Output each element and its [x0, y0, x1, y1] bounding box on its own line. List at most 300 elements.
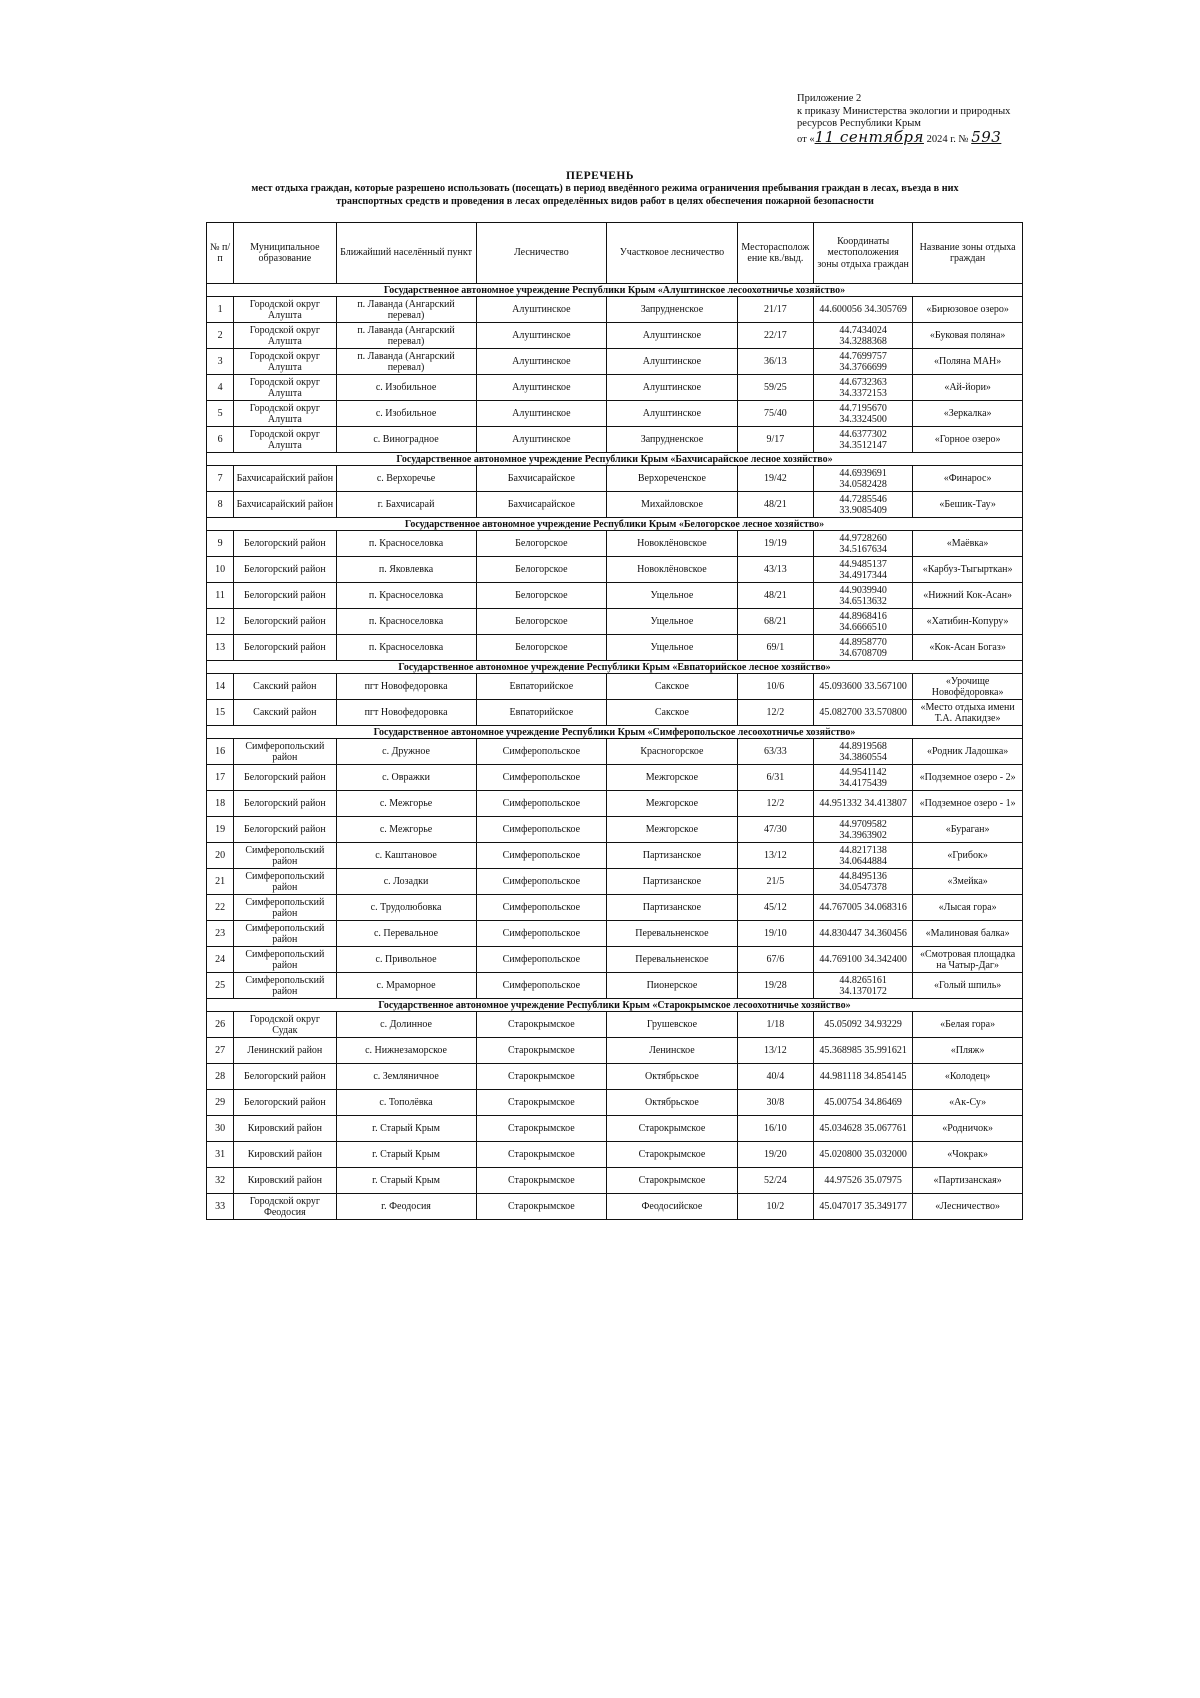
- cell-district-forestry: Михайловское: [607, 492, 738, 518]
- cell-district-forestry: Новоклёновское: [607, 557, 738, 583]
- cell-municipality: Белогорский район: [234, 1090, 336, 1116]
- table-row: [207, 349, 1023, 375]
- cell-num: 13: [207, 635, 234, 661]
- date-prefix: от «: [797, 133, 815, 145]
- cell-zone-name: «Буковая поляна»: [913, 323, 1023, 349]
- cell-forestry: Алуштинское: [476, 349, 607, 375]
- cell-coordinates: 44.9728260 34.5167634: [814, 531, 913, 557]
- cell-forestry: Симферопольское: [476, 973, 607, 999]
- cell-location: 36/13: [737, 349, 813, 375]
- cell-municipality: Симферопольский район: [234, 921, 336, 947]
- cell-num: 10: [207, 557, 234, 583]
- table-row: [207, 1142, 1023, 1168]
- cell-location: 13/12: [737, 1038, 813, 1064]
- cell-num: 12: [207, 609, 234, 635]
- table-row: [207, 739, 1023, 765]
- cell-forestry: Белогорское: [476, 531, 607, 557]
- cell-forestry: Симферопольское: [476, 739, 607, 765]
- cell-coordinates: 45.020800 35.032000: [814, 1142, 913, 1168]
- cell-municipality: Городской округ Алушта: [234, 401, 336, 427]
- recreation-zones-table: [206, 222, 1023, 1220]
- appendix-line-2: к приказу Министерства экологии и природных: [797, 105, 1011, 117]
- cell-forestry: Симферопольское: [476, 921, 607, 947]
- cell-zone-name: «Смотровая площадка на Чатыр-Даг»: [913, 947, 1023, 973]
- cell-num: 27: [207, 1038, 234, 1064]
- cell-settlement: с. Виноградное: [336, 427, 476, 453]
- cell-coordinates: 45.082700 33.570800: [814, 700, 913, 726]
- cell-municipality: Бахчисарайский район: [234, 466, 336, 492]
- cell-num: 25: [207, 973, 234, 999]
- cell-coordinates: 44.7434024 34.3288368: [814, 323, 913, 349]
- appendix-line-1: Приложение 2: [797, 93, 862, 104]
- cell-settlement: с. Межгорье: [336, 817, 476, 843]
- section-organization: Государственное автономное учреждение Республики Крым «Бахчисарайское лесное хозяйство»: [207, 453, 1023, 466]
- cell-forestry: Старокрымское: [476, 1194, 607, 1220]
- cell-coordinates: 44.9541142 34.4175439: [814, 765, 913, 791]
- table-row: [207, 1194, 1023, 1220]
- table-row: [207, 1090, 1023, 1116]
- cell-forestry: Симферопольское: [476, 869, 607, 895]
- cell-location: 69/1: [737, 635, 813, 661]
- cell-location: 47/30: [737, 817, 813, 843]
- cell-location: 68/21: [737, 609, 813, 635]
- cell-zone-name: «Кок-Асан Богаз»: [913, 635, 1023, 661]
- cell-district-forestry: Сакское: [607, 700, 738, 726]
- cell-settlement: с. Каштановое: [336, 843, 476, 869]
- cell-settlement: с. Изобильное: [336, 401, 476, 427]
- cell-district-forestry: Межгорское: [607, 817, 738, 843]
- cell-zone-name: «Чокрак»: [913, 1142, 1023, 1168]
- header-zone-name: Название зоны отдыха граждан: [913, 223, 1023, 284]
- table-row: [207, 531, 1023, 557]
- cell-district-forestry: Перевальненское: [607, 947, 738, 973]
- cell-coordinates: 45.047017 35.349177: [814, 1194, 913, 1220]
- cell-forestry: Симферопольское: [476, 895, 607, 921]
- header-district-forestry: Участковое лесничество: [607, 223, 738, 284]
- cell-num: 11: [207, 583, 234, 609]
- cell-coordinates: 44.767005 34.068316: [814, 895, 913, 921]
- cell-settlement: с. Тополёвка: [336, 1090, 476, 1116]
- cell-location: 22/17: [737, 323, 813, 349]
- cell-settlement: с. Межгорье: [336, 791, 476, 817]
- cell-settlement: г. Феодосия: [336, 1194, 476, 1220]
- cell-coordinates: 44.8968416 34.6666510: [814, 609, 913, 635]
- cell-district-forestry: Межгорское: [607, 765, 738, 791]
- cell-location: 52/24: [737, 1168, 813, 1194]
- table-row: [207, 375, 1023, 401]
- cell-municipality: Городской округ Алушта: [234, 349, 336, 375]
- cell-num: 30: [207, 1116, 234, 1142]
- cell-municipality: Кировский район: [234, 1116, 336, 1142]
- cell-num: 14: [207, 674, 234, 700]
- cell-settlement: с. Дружное: [336, 739, 476, 765]
- cell-coordinates: 45.368985 35.991621: [814, 1038, 913, 1064]
- cell-forestry: Белогорское: [476, 609, 607, 635]
- cell-forestry: Старокрымское: [476, 1038, 607, 1064]
- cell-zone-name: «Родник Ладошка»: [913, 739, 1023, 765]
- handwritten-date: 11 сентября: [814, 127, 924, 146]
- cell-settlement: с. Лозадки: [336, 869, 476, 895]
- cell-coordinates: 44.8958770 34.6708709: [814, 635, 913, 661]
- cell-num: 26: [207, 1012, 234, 1038]
- table-row: [207, 973, 1023, 999]
- cell-district-forestry: Верхореченское: [607, 466, 738, 492]
- cell-zone-name: «Хатибин-Копуру»: [913, 609, 1023, 635]
- cell-coordinates: 44.981118 34.854145: [814, 1064, 913, 1090]
- cell-num: 33: [207, 1194, 234, 1220]
- cell-municipality: Белогорский район: [234, 557, 336, 583]
- cell-num: 8: [207, 492, 234, 518]
- cell-forestry: Симферопольское: [476, 947, 607, 973]
- cell-municipality: Симферопольский район: [234, 843, 336, 869]
- cell-num: 22: [207, 895, 234, 921]
- cell-num: 6: [207, 427, 234, 453]
- table-row: [207, 583, 1023, 609]
- cell-municipality: Сакский район: [234, 674, 336, 700]
- table-row: [207, 921, 1023, 947]
- document-subtitle: мест отдыха граждан, которые разрешено использовать (посещать) в период введённого режима ограничения пребывания граждан в лесах, въезда в них транспортных средств и проведения в лесах определённых видов работ в целях обеспечения пожарной безопасности: [251, 183, 959, 207]
- cell-forestry: Симферопольское: [476, 843, 607, 869]
- cell-district-forestry: Пионерское: [607, 973, 738, 999]
- cell-zone-name: «Партизанская»: [913, 1168, 1023, 1194]
- cell-municipality: Белогорский район: [234, 1064, 336, 1090]
- cell-forestry: Старокрымское: [476, 1116, 607, 1142]
- cell-num: 29: [207, 1090, 234, 1116]
- cell-zone-name: «Грибок»: [913, 843, 1023, 869]
- cell-zone-name: «Голый шпиль»: [913, 973, 1023, 999]
- cell-coordinates: 45.093600 33.567100: [814, 674, 913, 700]
- cell-municipality: Городской округ Алушта: [234, 375, 336, 401]
- cell-settlement: пгт Новофедоровка: [336, 700, 476, 726]
- table-row: [207, 1038, 1023, 1064]
- handwritten-number: 593: [971, 127, 1002, 146]
- table-row: [207, 947, 1023, 973]
- cell-location: 67/6: [737, 947, 813, 973]
- cell-num: 24: [207, 947, 234, 973]
- cell-district-forestry: Межгорское: [607, 791, 738, 817]
- table-header-row: [207, 223, 1023, 284]
- table-row: [207, 609, 1023, 635]
- cell-municipality: Белогорский район: [234, 765, 336, 791]
- cell-forestry: Белогорское: [476, 635, 607, 661]
- table-row: [207, 401, 1023, 427]
- table-row: [207, 492, 1023, 518]
- cell-forestry: Старокрымское: [476, 1142, 607, 1168]
- cell-num: 1: [207, 297, 234, 323]
- section-header-row: [207, 999, 1023, 1012]
- cell-location: 1/18: [737, 1012, 813, 1038]
- cell-forestry: Старокрымское: [476, 1064, 607, 1090]
- table-row: [207, 700, 1023, 726]
- cell-zone-name: «Колодец»: [913, 1064, 1023, 1090]
- section-organization: Государственное автономное учреждение Республики Крым «Старокрымское лесоохотничье хозяйство»: [207, 999, 1023, 1012]
- cell-municipality: Белогорский район: [234, 531, 336, 557]
- cell-zone-name: «Белая гора»: [913, 1012, 1023, 1038]
- cell-settlement: п. Лаванда (Ангарский перевал): [336, 323, 476, 349]
- appendix-date-line: [797, 127, 1037, 147]
- table-row: [207, 1012, 1023, 1038]
- cell-zone-name: «Горное озеро»: [913, 427, 1023, 453]
- table-row: [207, 674, 1023, 700]
- cell-forestry: Старокрымское: [476, 1090, 607, 1116]
- table-row: [207, 765, 1023, 791]
- cell-zone-name: «Бешик-Тау»: [913, 492, 1023, 518]
- cell-location: 6/31: [737, 765, 813, 791]
- cell-location: 48/21: [737, 583, 813, 609]
- cell-settlement: с. Мраморное: [336, 973, 476, 999]
- cell-zone-name: «Лысая гора»: [913, 895, 1023, 921]
- table-row: [207, 635, 1023, 661]
- cell-location: 48/21: [737, 492, 813, 518]
- cell-district-forestry: Грушевское: [607, 1012, 738, 1038]
- cell-coordinates: 44.8495136 34.0547378: [814, 869, 913, 895]
- cell-forestry: Симферопольское: [476, 791, 607, 817]
- cell-num: 18: [207, 791, 234, 817]
- cell-coordinates: 44.830447 34.360456: [814, 921, 913, 947]
- cell-zone-name: «Место отдыха имени Т.А. Апакидзе»: [913, 700, 1023, 726]
- cell-location: 19/28: [737, 973, 813, 999]
- section-header-row: [207, 453, 1023, 466]
- section-organization: Государственное автономное учреждение Республики Крым «Белогорское лесное хозяйство»: [207, 518, 1023, 531]
- cell-num: 15: [207, 700, 234, 726]
- cell-coordinates: 44.6732363 34.3372153: [814, 375, 913, 401]
- cell-settlement: г. Бахчисарай: [336, 492, 476, 518]
- cell-settlement: п. Красноселовка: [336, 583, 476, 609]
- header-location: Месторасположение кв./выд.: [737, 223, 813, 284]
- section-organization: Государственное автономное учреждение Республики Крым «Симферопольское лесоохотничье хозяйство»: [207, 726, 1023, 739]
- cell-municipality: Городской округ Алушта: [234, 323, 336, 349]
- cell-location: 10/6: [737, 674, 813, 700]
- cell-forestry: Евпаторийское: [476, 700, 607, 726]
- cell-municipality: Городской округ Феодосия: [234, 1194, 336, 1220]
- cell-municipality: Кировский район: [234, 1142, 336, 1168]
- cell-district-forestry: Алуштинское: [607, 323, 738, 349]
- cell-settlement: с. Изобильное: [336, 375, 476, 401]
- cell-coordinates: 44.8217138 34.0644884: [814, 843, 913, 869]
- cell-municipality: Белогорский район: [234, 609, 336, 635]
- cell-forestry: Алуштинское: [476, 323, 607, 349]
- cell-num: 4: [207, 375, 234, 401]
- cell-municipality: Сакский район: [234, 700, 336, 726]
- cell-district-forestry: Запрудненское: [607, 427, 738, 453]
- cell-zone-name: «Поляна МАН»: [913, 349, 1023, 375]
- table-row: [207, 817, 1023, 843]
- section-header-row: [207, 726, 1023, 739]
- cell-location: 12/2: [737, 700, 813, 726]
- cell-forestry: Алуштинское: [476, 401, 607, 427]
- cell-municipality: Белогорский район: [234, 791, 336, 817]
- cell-district-forestry: Старокрымское: [607, 1116, 738, 1142]
- table-row: [207, 843, 1023, 869]
- table-row: [207, 1116, 1023, 1142]
- cell-location: 21/5: [737, 869, 813, 895]
- header-municipality: Муниципальное образование: [234, 223, 336, 284]
- cell-zone-name: «Бирюзовое озеро»: [913, 297, 1023, 323]
- cell-zone-name: «Пляж»: [913, 1038, 1023, 1064]
- cell-municipality: Симферопольский район: [234, 739, 336, 765]
- section-organization: Государственное автономное учреждение Республики Крым «Алуштинское лесоохотничье хозяйство»: [207, 284, 1023, 297]
- cell-zone-name: «Лесничество»: [913, 1194, 1023, 1220]
- cell-coordinates: 44.951332 34.413807: [814, 791, 913, 817]
- cell-zone-name: «Урочище Новофёдоровка»: [913, 674, 1023, 700]
- cell-location: 63/33: [737, 739, 813, 765]
- cell-location: 19/19: [737, 531, 813, 557]
- cell-municipality: Симферопольский район: [234, 869, 336, 895]
- header-settlement: Ближайший населённый пункт: [336, 223, 476, 284]
- cell-district-forestry: Ущельное: [607, 635, 738, 661]
- table-row: [207, 1168, 1023, 1194]
- cell-zone-name: «Змейка»: [913, 869, 1023, 895]
- cell-district-forestry: Октябрьское: [607, 1064, 738, 1090]
- table-row: [207, 427, 1023, 453]
- cell-num: 23: [207, 921, 234, 947]
- cell-district-forestry: Партизанское: [607, 895, 738, 921]
- cell-num: 2: [207, 323, 234, 349]
- cell-forestry: Алуштинское: [476, 297, 607, 323]
- cell-location: 45/12: [737, 895, 813, 921]
- cell-coordinates: 44.9485137 34.4917344: [814, 557, 913, 583]
- cell-forestry: Евпаторийское: [476, 674, 607, 700]
- cell-coordinates: 45.05092 34.93229: [814, 1012, 913, 1038]
- cell-coordinates: 44.7285546 33.9085409: [814, 492, 913, 518]
- cell-coordinates: 44.9039940 34.6513632: [814, 583, 913, 609]
- cell-district-forestry: Перевальненское: [607, 921, 738, 947]
- cell-num: 20: [207, 843, 234, 869]
- cell-num: 17: [207, 765, 234, 791]
- cell-location: 40/4: [737, 1064, 813, 1090]
- cell-num: 28: [207, 1064, 234, 1090]
- cell-district-forestry: Ленинское: [607, 1038, 738, 1064]
- cell-settlement: г. Старый Крым: [336, 1168, 476, 1194]
- cell-zone-name: «Ай-йори»: [913, 375, 1023, 401]
- cell-municipality: Ленинский район: [234, 1038, 336, 1064]
- cell-district-forestry: Новоклёновское: [607, 531, 738, 557]
- cell-location: 12/2: [737, 791, 813, 817]
- cell-district-forestry: Ущельное: [607, 583, 738, 609]
- cell-municipality: Городской округ Алушта: [234, 297, 336, 323]
- table-row: [207, 1064, 1023, 1090]
- cell-settlement: с. Долинное: [336, 1012, 476, 1038]
- cell-zone-name: «Ак-Су»: [913, 1090, 1023, 1116]
- cell-municipality: Белогорский район: [234, 817, 336, 843]
- cell-district-forestry: Октябрьское: [607, 1090, 738, 1116]
- appendix-header: [797, 93, 1037, 146]
- cell-location: 43/13: [737, 557, 813, 583]
- cell-settlement: с. Овражки: [336, 765, 476, 791]
- cell-forestry: Белогорское: [476, 557, 607, 583]
- cell-municipality: Городской округ Алушта: [234, 427, 336, 453]
- section-organization: Государственное автономное учреждение Республики Крым «Евпаторийское лесное хозяйство»: [207, 661, 1023, 674]
- cell-coordinates: 44.7195670 34.3324500: [814, 401, 913, 427]
- cell-district-forestry: Ущельное: [607, 609, 738, 635]
- cell-settlement: с. Трудолюбовка: [336, 895, 476, 921]
- header-forestry: Лесничество: [476, 223, 607, 284]
- cell-municipality: Белогорский район: [234, 583, 336, 609]
- cell-zone-name: «Финарос»: [913, 466, 1023, 492]
- cell-municipality: Симферопольский район: [234, 973, 336, 999]
- cell-zone-name: «Карбуз-Тыгырткан»: [913, 557, 1023, 583]
- cell-location: 19/42: [737, 466, 813, 492]
- cell-zone-name: «Бураган»: [913, 817, 1023, 843]
- cell-zone-name: «Родничок»: [913, 1116, 1023, 1142]
- appendix-line-3: ресурсов Республики Крым: [797, 118, 921, 129]
- cell-coordinates: 44.8919568 34.3860554: [814, 739, 913, 765]
- section-header-row: [207, 661, 1023, 674]
- cell-forestry: Бахчисарайское: [476, 466, 607, 492]
- cell-location: 10/2: [737, 1194, 813, 1220]
- cell-location: 19/10: [737, 921, 813, 947]
- cell-location: 75/40: [737, 401, 813, 427]
- cell-coordinates: 44.8265161 34.1370172: [814, 973, 913, 999]
- cell-location: 59/25: [737, 375, 813, 401]
- cell-settlement: с. Нижнезаморское: [336, 1038, 476, 1064]
- table-row: [207, 869, 1023, 895]
- cell-forestry: Бахчисарайское: [476, 492, 607, 518]
- cell-zone-name: «Подземное озеро - 2»: [913, 765, 1023, 791]
- cell-municipality: Кировский район: [234, 1168, 336, 1194]
- cell-district-forestry: Сакское: [607, 674, 738, 700]
- cell-num: 21: [207, 869, 234, 895]
- cell-coordinates: 44.6939691 34.0582428: [814, 466, 913, 492]
- cell-num: 7: [207, 466, 234, 492]
- cell-municipality: Симферопольский район: [234, 895, 336, 921]
- cell-num: 5: [207, 401, 234, 427]
- cell-location: 13/12: [737, 843, 813, 869]
- cell-district-forestry: Красногорское: [607, 739, 738, 765]
- cell-settlement: с. Верхоречье: [336, 466, 476, 492]
- cell-forestry: Старокрымское: [476, 1012, 607, 1038]
- cell-coordinates: 44.600056 34.305769: [814, 297, 913, 323]
- cell-num: 32: [207, 1168, 234, 1194]
- cell-location: 19/20: [737, 1142, 813, 1168]
- cell-forestry: Алуштинское: [476, 375, 607, 401]
- cell-municipality: Белогорский район: [234, 635, 336, 661]
- cell-district-forestry: Партизанское: [607, 843, 738, 869]
- cell-settlement: п. Красноселовка: [336, 635, 476, 661]
- cell-coordinates: 44.9709582 34.3963902: [814, 817, 913, 843]
- cell-settlement: пгт Новофедоровка: [336, 674, 476, 700]
- cell-settlement: г. Старый Крым: [336, 1116, 476, 1142]
- cell-forestry: Старокрымское: [476, 1168, 607, 1194]
- cell-settlement: п. Лаванда (Ангарский перевал): [336, 349, 476, 375]
- cell-municipality: Симферопольский район: [234, 947, 336, 973]
- cell-district-forestry: Алуштинское: [607, 349, 738, 375]
- cell-zone-name: «Маёвка»: [913, 531, 1023, 557]
- date-year: 2024 г. №: [923, 133, 969, 145]
- table-body: [207, 284, 1023, 1220]
- cell-zone-name: «Подземное озеро - 1»: [913, 791, 1023, 817]
- section-header-row: [207, 518, 1023, 531]
- cell-zone-name: «Нижний Кок-Асан»: [913, 583, 1023, 609]
- cell-location: 16/10: [737, 1116, 813, 1142]
- document-title: ПЕРЕЧЕНЬ: [566, 170, 634, 182]
- cell-district-forestry: Алуштинское: [607, 401, 738, 427]
- cell-num: 16: [207, 739, 234, 765]
- cell-district-forestry: Старокрымское: [607, 1168, 738, 1194]
- cell-forestry: Белогорское: [476, 583, 607, 609]
- table-row: [207, 791, 1023, 817]
- cell-coordinates: 45.034628 35.067761: [814, 1116, 913, 1142]
- cell-coordinates: 44.7699757 34.3766699: [814, 349, 913, 375]
- cell-num: 19: [207, 817, 234, 843]
- cell-district-forestry: Партизанское: [607, 869, 738, 895]
- cell-coordinates: 45.00754 34.86469: [814, 1090, 913, 1116]
- cell-forestry: Симферопольское: [476, 765, 607, 791]
- cell-settlement: с. Перевальное: [336, 921, 476, 947]
- header-num: № п/п: [207, 223, 234, 284]
- cell-num: 3: [207, 349, 234, 375]
- cell-municipality: Бахчисарайский район: [234, 492, 336, 518]
